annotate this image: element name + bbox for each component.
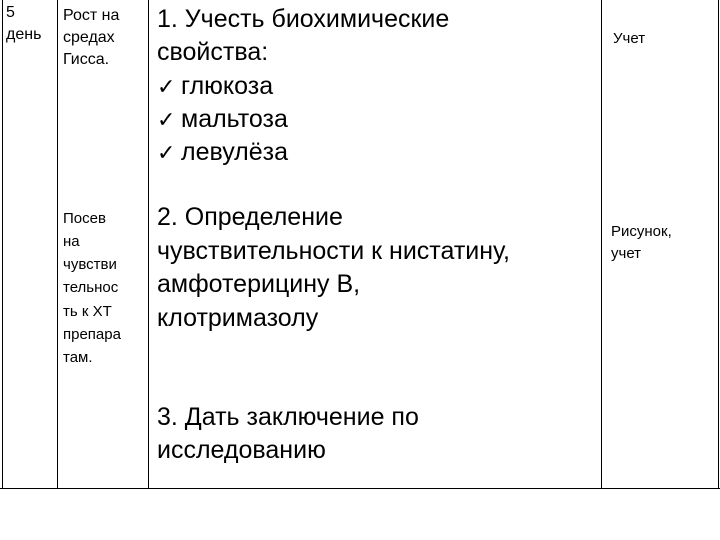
task-1-checklist [157,70,288,169]
task-3-line: исследованию [157,436,326,464]
method-2-line: Посев [63,210,106,227]
table-divider-day-method [57,0,58,489]
task-2-line: клотримазолу [157,304,319,332]
task-2-line: чувствительности к нистатину, [157,237,510,265]
task-1-title-line: 1. Учесть биохимические [157,5,450,33]
task-1-check-item [157,136,288,169]
day-label: день [6,26,42,43]
checkmark-icon: ✓ [157,107,176,132]
method-1-line: средах [63,29,115,46]
task-3-line: 3. Дать заключение по [157,403,419,431]
method-1-line: Гисса. [63,51,110,68]
method-2-line: чувстви [63,256,117,273]
method-2-line: препара [63,326,121,343]
task-1-title-line: свойства: [157,38,269,66]
method-1-line: Рост на [63,7,120,24]
result-2-line: учет [611,245,642,262]
task-1-check-item [157,70,288,103]
result-2-line: Рисунок, [611,223,672,240]
task-2-line: 2. Определение [157,203,343,231]
table-row-bottom-border [0,488,720,489]
task-2-line: амфотерицину В, [157,270,361,298]
task-1-item-label: левулёза [181,138,289,166]
result-1-text: Учет [613,30,646,47]
task-1-item-label: глюкоза [181,72,274,100]
table-border-right [718,0,719,489]
checkmark-icon: ✓ [157,74,176,99]
task-1-check-item [157,103,288,136]
method-2-line: на [63,233,80,250]
table-border-left [2,0,3,489]
table-divider-method-task [148,0,149,489]
method-2-line: там. [63,349,93,366]
task-1-item-label: мальтоза [181,105,288,133]
method-2-line: ть к ХТ [63,303,112,320]
method-2-line: тельнос [63,279,119,296]
day-number: 5 [6,4,15,21]
table-divider-task-result [601,0,602,489]
checkmark-icon: ✓ [157,140,176,165]
